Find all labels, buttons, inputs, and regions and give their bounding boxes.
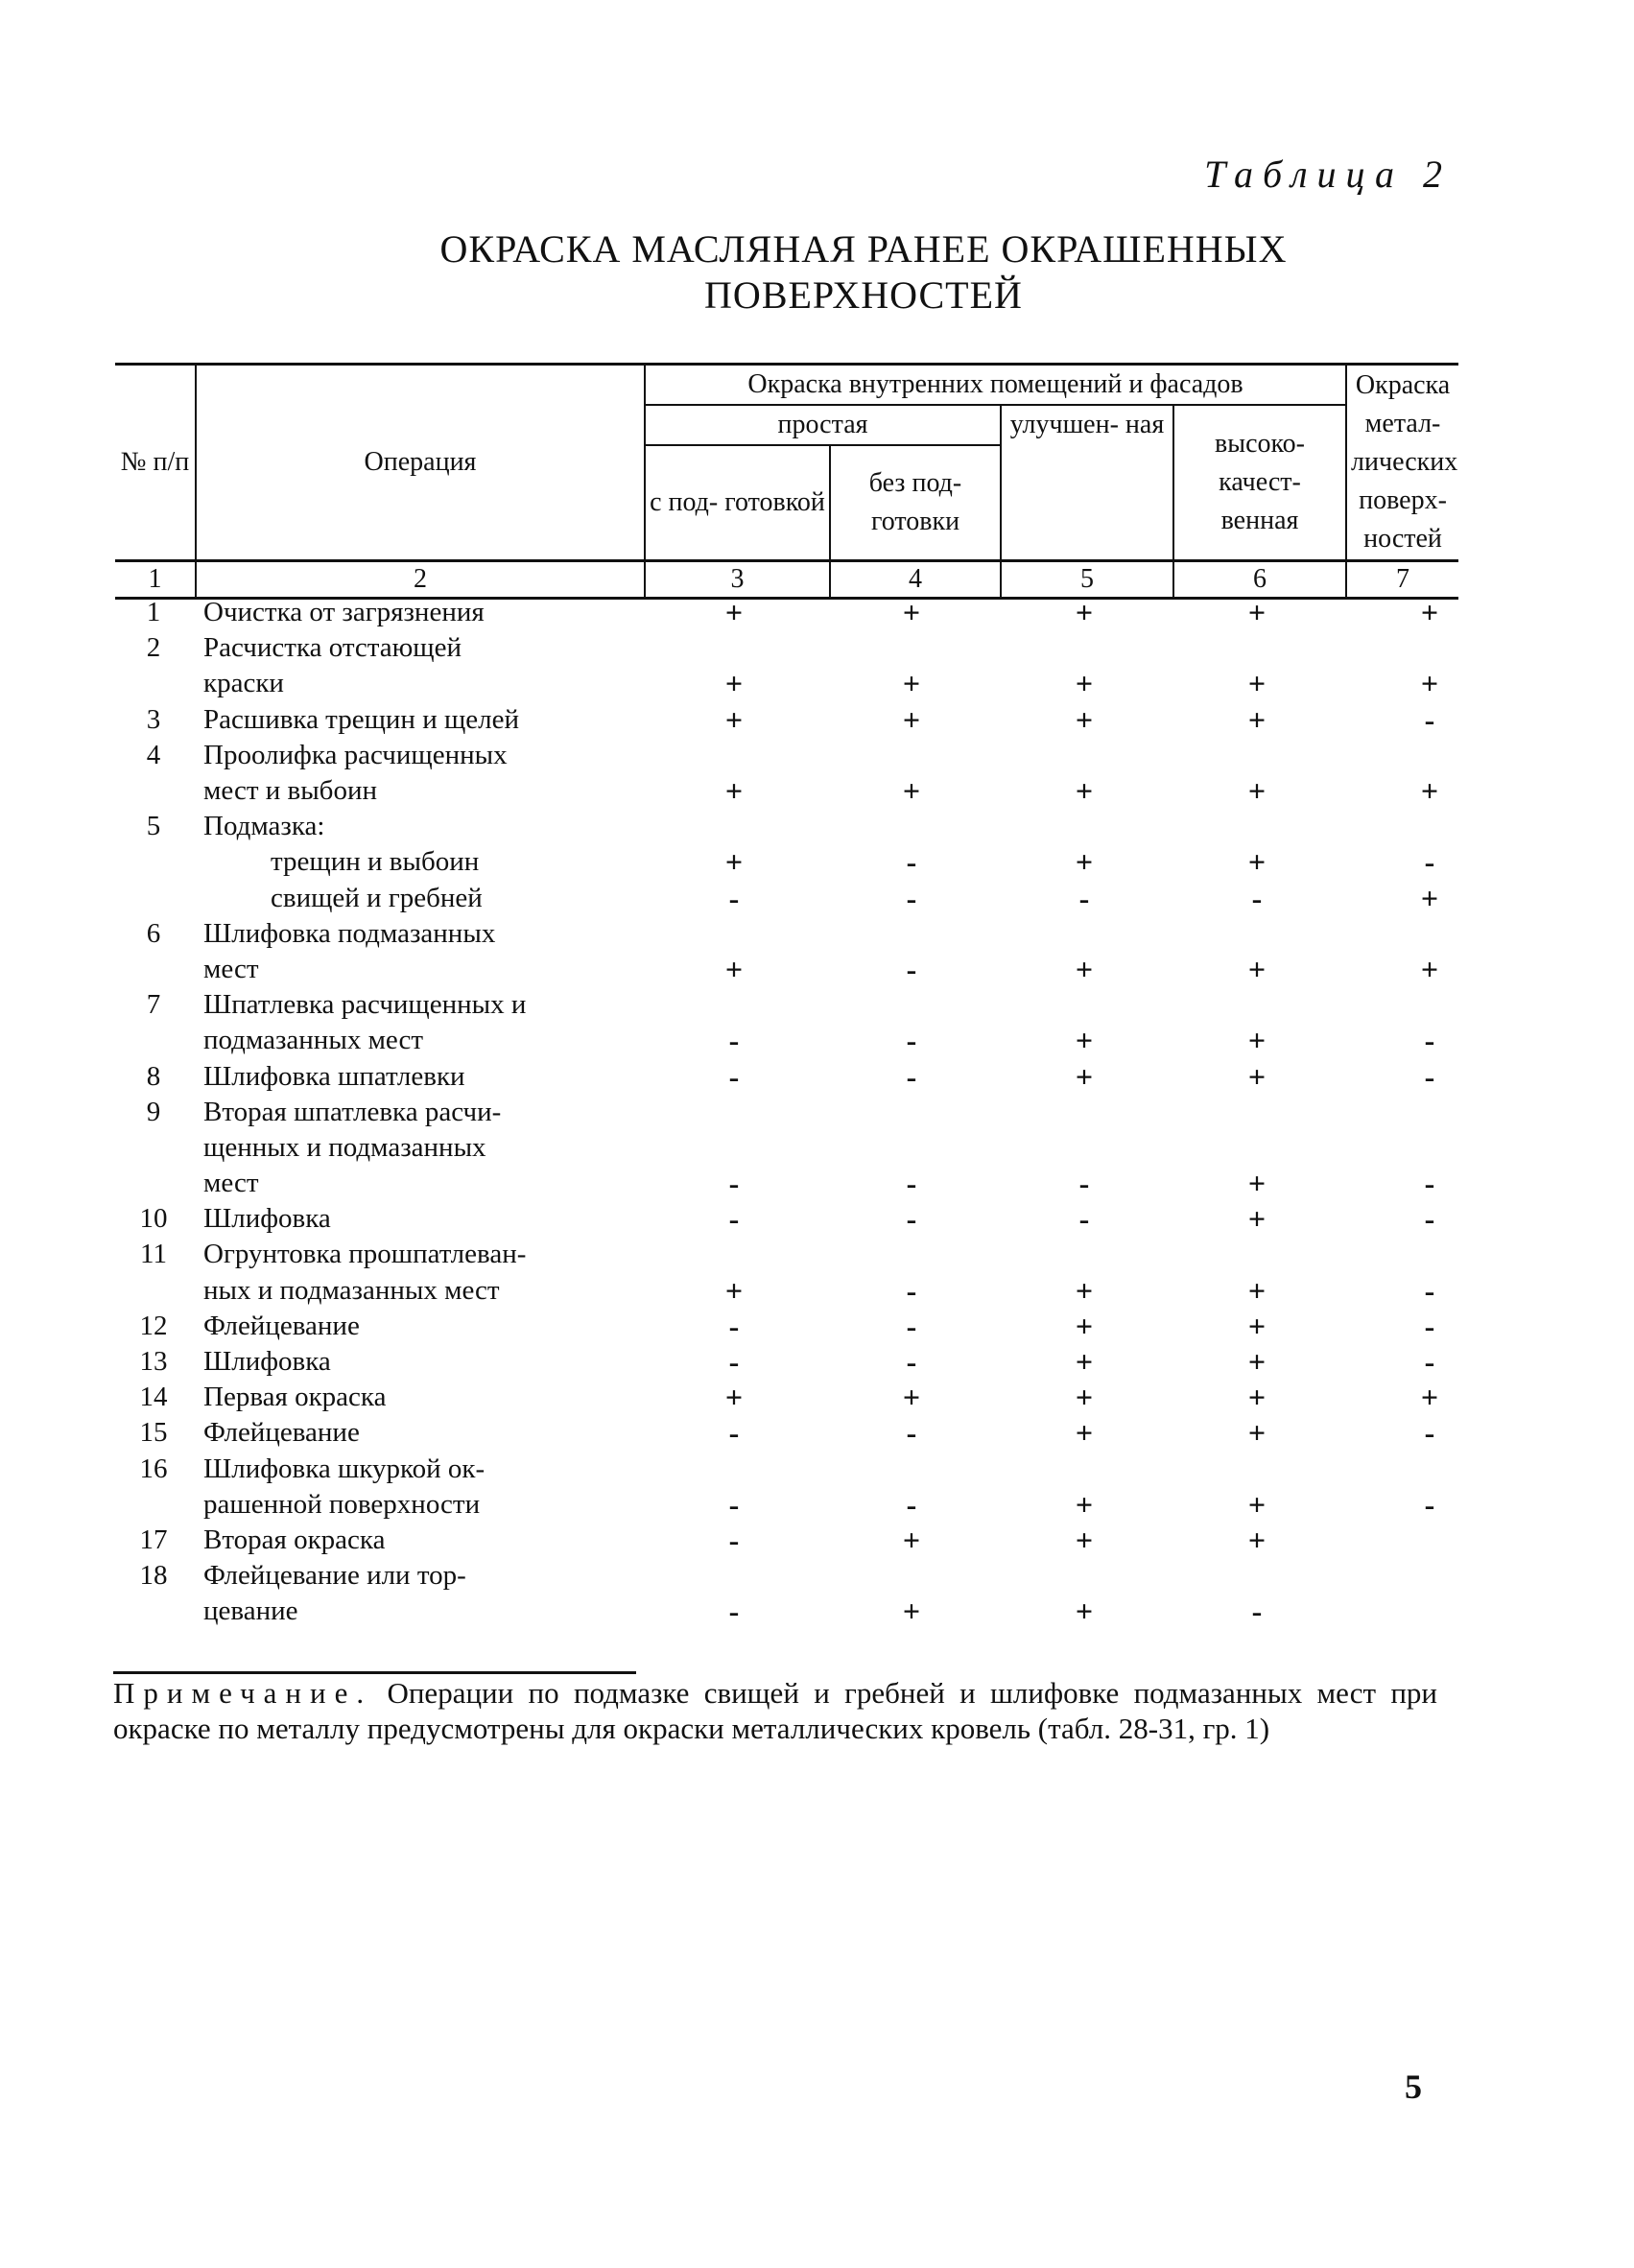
mark-cell: +	[1075, 772, 1094, 808]
table-label: Таблица 2	[1204, 153, 1452, 196]
mark-cell: -	[1078, 880, 1090, 915]
mark-cell: +	[902, 1594, 921, 1629]
column-number: 4	[830, 561, 1001, 599]
mark-cell: +	[1247, 1523, 1267, 1557]
mark-cell: -	[906, 1272, 917, 1308]
operation-line: мест	[203, 1168, 259, 1199]
mark-cell: +	[1075, 1380, 1094, 1415]
operation-line: Очистка от загрязнения	[203, 597, 485, 627]
operation-line: мест и выбоин	[203, 774, 377, 806]
table-row	[115, 844, 1435, 880]
table-row	[115, 1344, 1435, 1380]
mark-cell: +	[724, 1272, 744, 1308]
row-number: 3	[146, 703, 161, 735]
mark-cell	[705, 809, 763, 844]
mark-cell: -	[1424, 1201, 1435, 1237]
mark-cell: -	[728, 1166, 740, 1201]
mark-cell: +	[902, 666, 921, 701]
mark-cell: -	[906, 1415, 917, 1451]
row-operation	[203, 630, 462, 701]
mark-cell: +	[902, 595, 921, 629]
column-number: 1	[115, 561, 196, 599]
note-heading: Примечание.	[113, 1676, 373, 1710]
mark-cell: +	[1247, 1380, 1267, 1415]
header-improved: улучшен- ная	[1001, 405, 1173, 561]
mark-cell: +	[1075, 701, 1094, 737]
table-row	[115, 1237, 1435, 1308]
mark-cell: -	[906, 951, 917, 986]
row-operation	[203, 916, 495, 987]
table-row	[115, 1558, 1362, 1629]
note-text: Операции по подмазке свищей и гребней и шлифовке подмазанных мест при окраске по металлу предусмотрены для окраски металлических кровель (табл. 28-31, гр. 1)	[113, 1676, 1438, 1745]
operation-line: Шлифовка шкуркой ок-	[203, 1453, 485, 1484]
table-row	[115, 916, 1439, 987]
mark-cell: +	[1420, 666, 1439, 701]
operation-line: Огрунтовка прошпатлеван-	[203, 1239, 527, 1270]
row-operation	[203, 1344, 331, 1380]
mark-cell: +	[902, 1380, 921, 1415]
operation-line: Подмазка:	[203, 811, 325, 842]
mark-cell: +	[1247, 951, 1267, 986]
operation-line: ных и подмазанных мест	[203, 1274, 500, 1306]
mark-cell: -	[728, 1023, 740, 1058]
operation-line: щенных и подмазанных	[203, 1131, 486, 1163]
mark-cell: -	[906, 880, 917, 915]
mark-cell: +	[1420, 951, 1439, 986]
row-operation	[203, 881, 483, 916]
row-operation	[203, 1558, 466, 1629]
note-divider	[113, 1671, 636, 1674]
table-row	[115, 987, 1435, 1058]
row-operation	[203, 844, 479, 880]
page-number: 5	[1405, 2067, 1422, 2106]
mark-cell: -	[1251, 1594, 1263, 1629]
mark-cell: +	[1075, 666, 1094, 701]
row-number: 12	[139, 1310, 168, 1341]
mark-cell: +	[724, 772, 744, 808]
mark-cell: -	[1424, 1486, 1435, 1522]
mark-cell: +	[1075, 1023, 1094, 1058]
mark-cell	[1228, 809, 1286, 844]
row-number: 5	[146, 811, 161, 842]
title-line-2: ПОВЕРХНОСТЕЙ	[704, 273, 1023, 317]
mark-cell: +	[1247, 701, 1267, 737]
header-operation: Операция	[196, 365, 645, 561]
header-metal: Окраска метал- лических поверх- ностей	[1346, 365, 1458, 561]
mark-cell: +	[1075, 1058, 1094, 1094]
mark-cell: +	[1247, 1415, 1267, 1451]
mark-cell: -	[906, 1308, 917, 1343]
table-row	[115, 1523, 1362, 1558]
row-operation	[203, 1095, 501, 1202]
mark-cell: +	[1075, 1308, 1094, 1343]
mark-cell: -	[1424, 1166, 1435, 1201]
operation-line: Расшивка трещин и щелей	[203, 703, 520, 735]
row-operation	[203, 1237, 526, 1308]
operation-line: свищей и гребней	[271, 882, 483, 913]
column-number: 6	[1173, 561, 1346, 599]
mark-cell	[1055, 809, 1113, 844]
operation-line: Вторая окраска	[203, 1524, 386, 1555]
mark-cell: -	[1424, 1344, 1435, 1380]
row-operation	[203, 1201, 331, 1237]
mark-cell: -	[1424, 1308, 1435, 1343]
mark-cell: +	[1075, 844, 1094, 880]
table-row	[115, 1380, 1439, 1415]
row-number: 9	[146, 1096, 161, 1127]
operation-line: Расчистка отстающей	[203, 632, 462, 664]
operation-line: Проолифка расчищенных	[203, 739, 508, 770]
mark-cell: -	[906, 844, 917, 880]
mark-cell: -	[1424, 701, 1435, 737]
mark-cell: -	[1424, 1415, 1435, 1451]
row-operation	[203, 738, 508, 809]
mark-cell: -	[728, 1415, 740, 1451]
mark-cell: +	[1247, 595, 1267, 629]
mark-cell: -	[728, 1594, 740, 1629]
mark-cell: +	[1247, 1201, 1267, 1237]
mark-cell: -	[906, 1486, 917, 1522]
table-row	[115, 1308, 1435, 1344]
row-number: 18	[139, 1560, 168, 1592]
mark-cell	[883, 809, 940, 844]
mark-cell: -	[1424, 1058, 1435, 1094]
mark-cell: +	[1420, 772, 1439, 808]
mark-cell: +	[902, 772, 921, 808]
operation-line: цевание	[203, 1595, 298, 1627]
mark-cell: +	[1075, 1272, 1094, 1308]
row-operation	[203, 987, 526, 1058]
header-simple: простая	[645, 405, 1001, 445]
mark-cell: +	[1075, 1486, 1094, 1522]
title-line-1: ОКРАСКА МАСЛЯНАЯ РАНЕЕ ОКРАШЕННЫХ	[439, 227, 1288, 271]
mark-cell: +	[1247, 1486, 1267, 1522]
operation-line: Флейцевание	[203, 1310, 360, 1341]
mark-cell: +	[724, 844, 744, 880]
mark-cell: +	[1247, 1058, 1267, 1094]
operation-line: рашенной поверхности	[203, 1488, 481, 1520]
table-row	[115, 1058, 1435, 1095]
mark-cell: +	[902, 701, 921, 737]
header-with-prep: с под- готовкой	[645, 445, 830, 561]
mark-cell: +	[724, 595, 744, 629]
row-number	[115, 844, 192, 880]
table-row	[115, 1095, 1435, 1202]
mark-cell: -	[728, 880, 740, 915]
mark-cell: +	[1247, 1023, 1267, 1058]
operation-line: трещин и выбоин	[271, 846, 480, 878]
row-operation	[203, 809, 324, 844]
operation-line: подмазанных мест	[203, 1025, 424, 1056]
mark-cell: +	[902, 1523, 921, 1557]
row-operation	[203, 1380, 386, 1415]
row-number: 8	[146, 1060, 161, 1092]
row-number: 1	[146, 597, 161, 627]
row-number: 13	[139, 1346, 168, 1378]
operation-line: Шлифовка	[203, 1203, 331, 1235]
mark-cell: +	[1075, 1594, 1094, 1629]
column-number: 3	[645, 561, 830, 599]
row-operation	[203, 595, 485, 630]
operation-line: Флейцевание или тор-	[203, 1560, 466, 1592]
mark-cell: +	[1247, 772, 1267, 808]
row-number: 10	[139, 1203, 168, 1235]
mark-cell: -	[728, 1523, 740, 1557]
operation-line: Флейцевание	[203, 1417, 360, 1449]
row-number: 16	[139, 1453, 168, 1484]
header-without-prep: без под- готовки	[830, 445, 1001, 561]
mark-cell: +	[1420, 880, 1439, 915]
row-number: 2	[146, 632, 161, 664]
table-row	[115, 1415, 1435, 1451]
operation-line: Вторая шпатлевка расчи-	[203, 1096, 502, 1127]
page-title	[0, 226, 1634, 319]
mark-cell: +	[1420, 1380, 1439, 1415]
operation-line: Шлифовка подмазанных	[203, 917, 496, 949]
row-number: 11	[140, 1239, 167, 1270]
mark-cell: -	[906, 1058, 917, 1094]
mark-cell: +	[724, 951, 744, 986]
mark-cell: -	[728, 1308, 740, 1343]
table-row	[115, 1452, 1435, 1523]
mark-cell: +	[724, 666, 744, 701]
mark-cell: -	[728, 1344, 740, 1380]
row-operation	[203, 1452, 485, 1523]
table-row	[115, 701, 1435, 738]
table-body	[115, 595, 1439, 1630]
mark-cell: -	[728, 1058, 740, 1094]
column-number: 5	[1001, 561, 1173, 599]
header-interior-group: Окраска внутренних помещений и фасадов	[645, 365, 1346, 406]
row-number: 15	[139, 1417, 168, 1449]
row-number	[115, 881, 192, 916]
mark-cell: +	[1075, 595, 1094, 629]
mark-cell: +	[1075, 1415, 1094, 1451]
mark-cell: -	[728, 1486, 740, 1522]
mark-cell: -	[1078, 1166, 1090, 1201]
mark-cell: +	[724, 701, 744, 737]
mark-cell: -	[1424, 844, 1435, 880]
mark-cell: -	[1424, 1272, 1435, 1308]
table-row	[115, 738, 1439, 809]
row-number: 7	[146, 989, 161, 1021]
mark-cell: -	[1424, 1023, 1435, 1058]
table-row	[115, 1201, 1435, 1237]
operation-line: Первая окраска	[203, 1382, 387, 1413]
mark-cell	[1401, 809, 1458, 844]
row-operation	[203, 1059, 465, 1095]
operation-line: Шлифовка	[203, 1346, 331, 1378]
mark-cell: +	[1075, 1523, 1094, 1557]
header-number: № п/п	[115, 365, 196, 561]
mark-cell: -	[906, 1201, 917, 1237]
mark-cell: +	[724, 1380, 744, 1415]
mark-cell	[1401, 1523, 1458, 1558]
mark-cell: +	[1075, 951, 1094, 986]
mark-cell: -	[1078, 1201, 1090, 1237]
mark-cell: +	[1247, 1344, 1267, 1380]
mark-cell: -	[1251, 880, 1263, 915]
mark-cell: +	[1247, 1308, 1267, 1343]
table-row	[115, 809, 1362, 844]
table-header	[115, 363, 1458, 600]
operation-line: Шлифовка шпатлевки	[203, 1060, 465, 1092]
mark-cell: -	[906, 1023, 917, 1058]
mark-cell: +	[1247, 1166, 1267, 1201]
column-number: 2	[196, 561, 645, 599]
mark-cell: +	[1247, 1272, 1267, 1308]
header-high-quality: высоко- качест- венная	[1173, 405, 1346, 561]
row-number: 6	[146, 917, 161, 949]
mark-cell: -	[906, 1344, 917, 1380]
row-number: 4	[146, 739, 161, 770]
table-row	[115, 595, 1439, 630]
mark-cell: +	[1075, 1344, 1094, 1380]
mark-cell: +	[1420, 595, 1439, 629]
row-number: 14	[139, 1382, 168, 1413]
table-row	[115, 880, 1439, 916]
operation-line: краски	[203, 668, 284, 699]
row-number: 17	[139, 1524, 168, 1555]
row-operation	[203, 1523, 385, 1558]
mark-cell: +	[1247, 844, 1267, 880]
row-operation	[203, 702, 519, 738]
mark-cell	[1401, 1594, 1458, 1629]
mark-cell: +	[1247, 666, 1267, 701]
operation-line: Шпатлевка расчищенных и	[203, 989, 527, 1021]
operation-line: мест	[203, 953, 259, 984]
mark-cell: -	[906, 1166, 917, 1201]
note	[113, 1675, 1437, 1746]
column-number: 7	[1346, 561, 1458, 599]
row-operation	[203, 1309, 360, 1344]
mark-cell: -	[728, 1201, 740, 1237]
row-operation	[203, 1415, 360, 1451]
table-row	[115, 630, 1439, 701]
